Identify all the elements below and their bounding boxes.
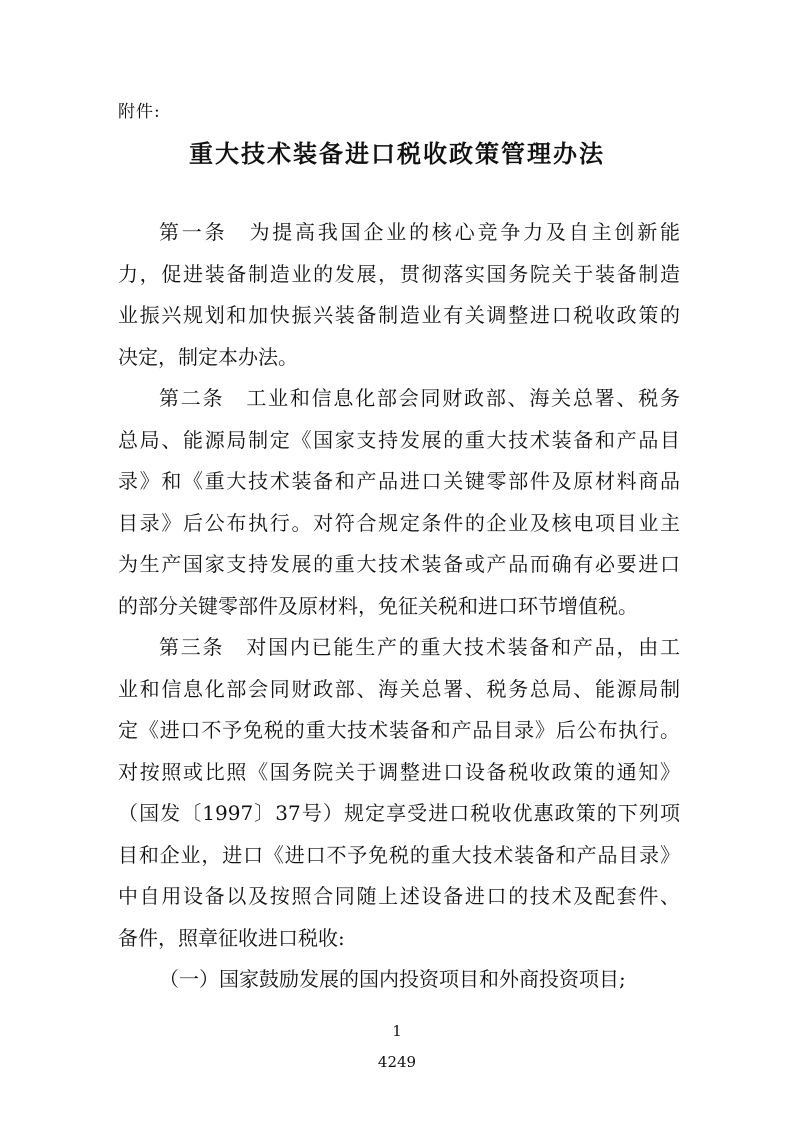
- article-3-line-8: 备件，照章征收进口税收:: [118, 925, 345, 950]
- article-2-line-6: 的部分关键零部件及原材料，免征关税和进口环节增值税。: [118, 593, 638, 618]
- article-1-line-1: [118, 212, 680, 254]
- article-2-number: 第二条: [159, 386, 225, 410]
- article-3-line-5: （国发〔1997〕37号）规定享受进口税收优惠政策的下列项: [118, 801, 680, 825]
- article-1-line-3: 业振兴规划和加快振兴装备制造业有关调整进口税收政策的: [118, 303, 680, 327]
- attachment-label: 附件:: [118, 102, 161, 122]
- item-1: （一）国家鼓励发展的国内投资项目和外商投资项目;: [159, 967, 626, 991]
- article-1-number: 第一条: [159, 220, 228, 244]
- document-number: 4249: [377, 1053, 417, 1071]
- document-title: 重大技术装备进口税收政策管理办法: [189, 140, 605, 168]
- article-2-line-1: [118, 378, 680, 420]
- article-2-line-5: 为生产国家支持发展的重大技术装备或产品而确有必要进口: [118, 552, 680, 576]
- article-2-line-4: 目录》后公布执行。对符合规定条件的企业及核电项目业主: [118, 510, 680, 535]
- article-2-text: 工业和信息化部会同财政部、海关总署、税务: [246, 386, 681, 410]
- article-3-line-3: 定《进口不予免税的重大技术装备和产品目录》后公布执行。: [118, 718, 680, 742]
- document-body: [118, 212, 680, 1001]
- article-2-line-3: 录》和《重大技术装备和产品进口关键零部件及原材料商品: [118, 469, 680, 493]
- article-3-number: 第三条: [159, 635, 225, 659]
- article-3-line-4: 对按照或比照《国务院关于调整进口设备税收政策的通知》: [118, 759, 680, 784]
- article-3-line-1: [118, 627, 680, 669]
- article-3-text: 对国内已能生产的重大技术装备和产品，由工: [246, 635, 681, 659]
- article-3-line-7: 中自用设备以及按照合同随上述设备进口的技术及配套件、: [118, 884, 680, 908]
- article-2-line-2: 总局、能源局制定《国家支持发展的重大技术装备和产品目: [118, 427, 680, 452]
- article-1-text: 为提高我国企业的核心竞争力及自主创新能: [249, 220, 681, 244]
- article-1-line-2: 力，促进装备制造业的发展，贯彻落实国务院关于装备制造: [118, 261, 680, 286]
- page-number: 1: [392, 1022, 402, 1040]
- article-3-line-2: 业和信息化部会同财政部、海关总署、税务总局、能源局制: [118, 676, 680, 701]
- article-1-line-4: 决定，制定本办法。: [118, 344, 298, 369]
- article-3-line-6: 目和企业，进口《进口不予免税的重大技术装备和产品目录》: [118, 842, 680, 867]
